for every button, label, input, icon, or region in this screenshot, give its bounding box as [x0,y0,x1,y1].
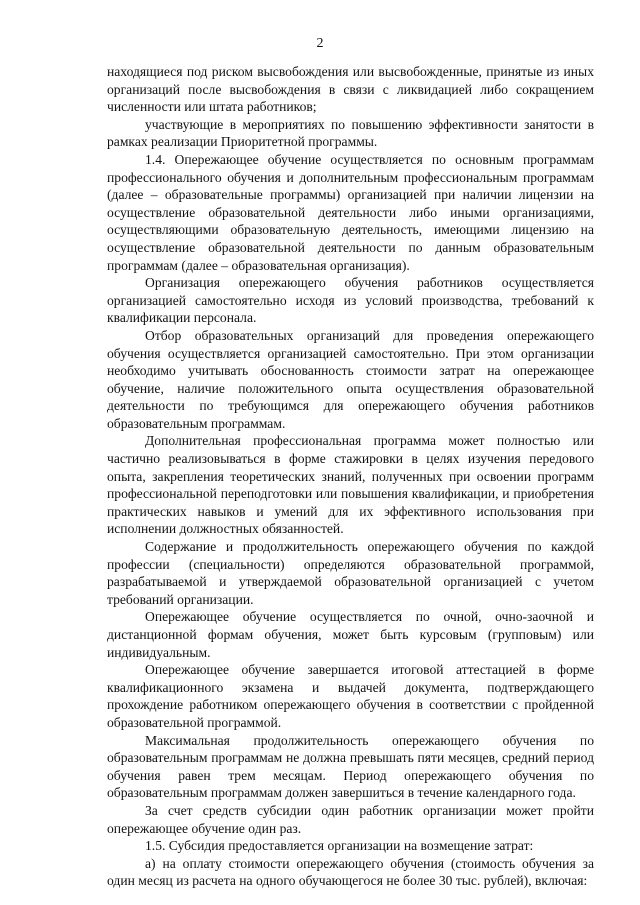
paragraph-5: Отбор образовательных организаций для проведения опережающего обучения осуществляется организацией самостоятельно. При этом организации необходимо учитывать обоснованность стоимости затрат на опережающее обучение, наличие положительного опыта осуществления образовательной деятельности по требующимся для опережающего обучения работников образовательным программам. [107,327,594,431]
paragraph-13: а) на оплату стоимости опережающего обучения (стоимость обучения за один месяц из расчета на одного обучающегося не более 30 тыс. рублей), включая: [107,855,594,889]
paragraph-8: Опережающее обучение осуществляется по очной, очно-заочной и дистанционной формам обучения, может быть курсовым (групповым) или индивидуальным. [107,609,594,660]
paragraph-9: Опережающее обучение завершается итоговой аттестацией в форме квалификационного экзамена и выдачей документа, подтверждающего прохождение работником опережающего обучения в соответствии с пройденной образовательной программой. [107,662,594,730]
paragraph-12: 1.5. Субсидия предоставляется организации на возмещение затрат: [145,838,534,854]
paragraph-6: Дополнительная профессиональная программа может полностью или частично реализовываться в форме стажировки в целях изучения передового опыта, закрепления теоретических знаний, полученных при освоении программ профессиональной переподготовки или повышения квалификации, и приобретения практических навыков и умений для их эффективного использования при исполнении должностных обязанностей. [107,433,594,537]
paragraph-1: находящиеся под риском высвобождения или высвобожденные, принятые из иных организаций после высвобождения в связи с ликвидацией либо сокращением численности или штата работников; [107,64,594,115]
paragraph-4: Организация опережающего обучения работников осуществляется организацией самостоятельно исходя из условий производства, требований к квалификации персонала. [107,275,594,326]
paragraph-2: участвующие в мероприятиях по повышению эффективности занятости в рамках реализации Приоритетной программы. [107,116,594,150]
paragraph-3: 1.4. Опережающее обучение осуществляется по основным программам профессионального обучения и дополнительным профессиональным программам (далее – образовательные программы) организацией при наличии лицензии на осуществление образовательной деятельности либо иными организациями, осуществляющими образовательную деятельность, имеющими лицензию на осуществление образовательной деятельности по данным образовательным программам (далее – образовательная организация). [107,151,594,273]
paragraph-11: За счет средств субсидии один работник организации может пройти опережающее обучение один раз. [107,802,594,836]
document-body [107,63,594,890]
paragraph-7: Содержание и продолжительность опережающего обучения по каждой профессии (специальности) определяются образовательной программой, разрабатываемой и утверждаемой образовательной организацией с учетом требований организации. [107,539,594,607]
paragraph-10: Максимальная продолжительность опережающего обучения по образовательным программам не должна превышать пяти месяцев, средний период обучения равен трем месяцам. Период опережающего обучения по образовательным программам должен завершиться в течение календарного года. [107,732,594,801]
page-number: 2 [316,36,324,51]
